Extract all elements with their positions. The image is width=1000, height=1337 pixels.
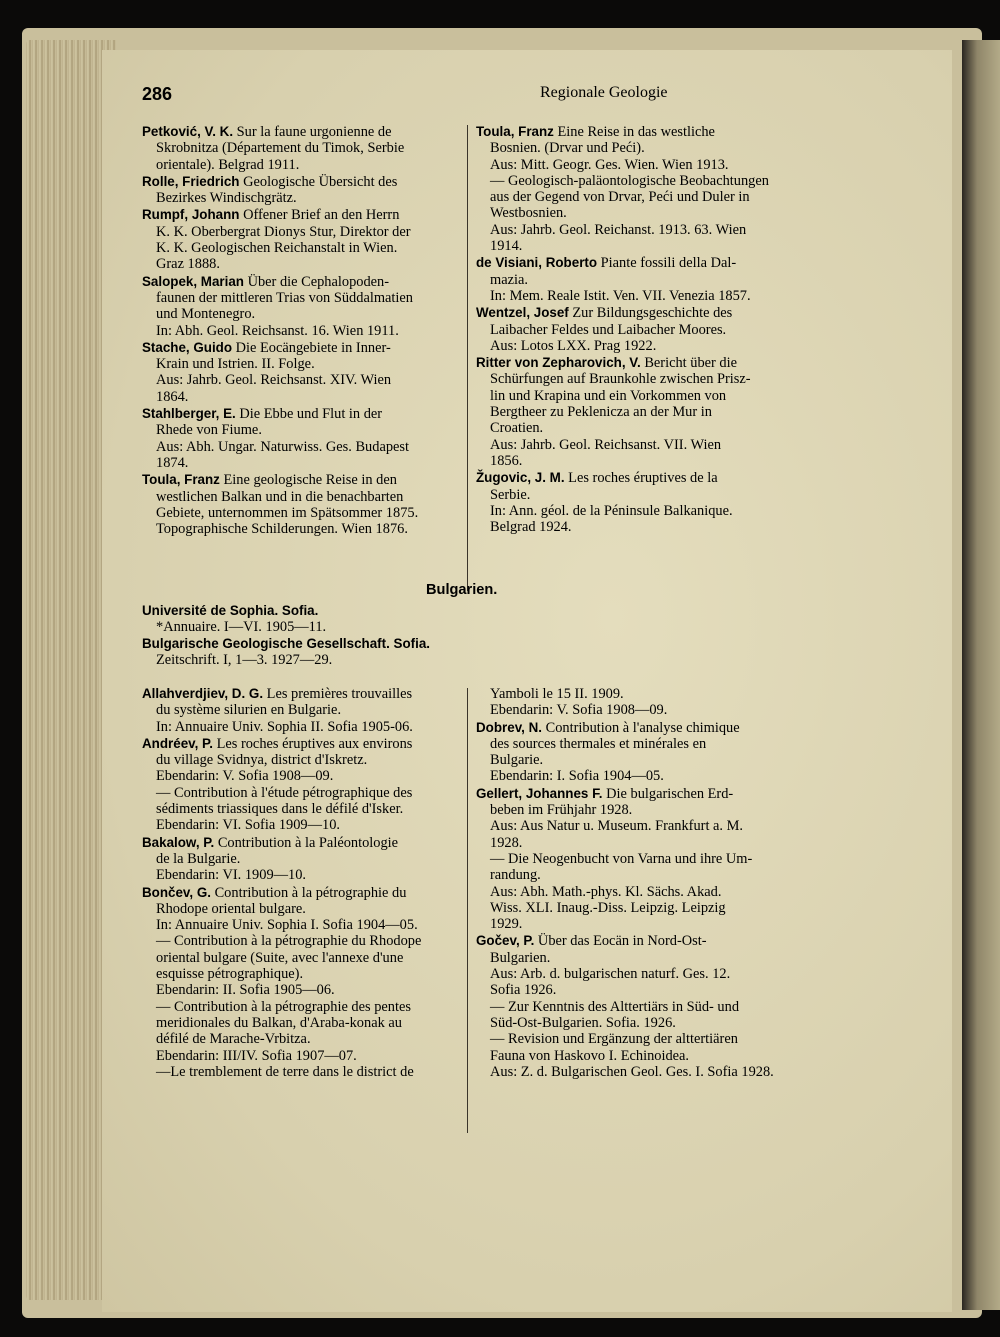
entry-text-line: — Zur Kenntnis des Alttertiärs in Süd- und [490, 998, 740, 1015]
entry-author: de Visiani, Roberto [476, 255, 598, 271]
entry-author: Bončev, G. [142, 884, 211, 900]
entry-text-line: défilé de Marache-Vrbitza. [156, 1031, 311, 1048]
bibliography-entry [476, 355, 790, 469]
entry-text-line: Ebendarin: V. Sofia 1908—09. [490, 702, 668, 719]
entry-text-line: Ebendarin: II. Sofia 1905—06. [156, 982, 335, 999]
entry-text-line: Ebendarin: III/IV. Sofia 1907—07. [156, 1047, 357, 1064]
entry-text-line: beben im Frühjahr 1928. [490, 802, 633, 819]
bibliography-entry [142, 207, 460, 272]
entry-text-line: Rhodope oriental bulgare. [156, 900, 306, 917]
bibliography-entry [142, 340, 460, 405]
column-bottom-right [476, 686, 790, 1081]
entry-author: Dobrev, N. [476, 719, 542, 735]
entry-text-line: — Contribution à la pétrographie des pentes [156, 998, 411, 1015]
entry-text-line: Krain und Istrien. II. Folge. [156, 356, 315, 373]
entry-text-line: und Montenegro. [156, 306, 256, 323]
bibliography-entry [476, 786, 790, 933]
entry-text-line: Les roches éruptives de la [568, 470, 718, 487]
entry-text-line: Rhede von Fiume. [156, 422, 262, 439]
entry-text-line: Fauna von Haskovo I. Echinoidea. [490, 1047, 690, 1064]
bibliography-entry [142, 274, 460, 339]
bibliography-entry [476, 933, 790, 1080]
bibliography-entry [476, 470, 790, 535]
entry-author: Žugovic, J. M. [476, 470, 565, 486]
entry-author: Allahverdjiev, D. G. [142, 686, 264, 701]
entry-text-line: K. K. Oberbergrat Dionys Stur, Direktor der [156, 223, 411, 240]
entry-text-line: Contribution à l'analyse chimique [545, 719, 740, 736]
societies-list [142, 603, 642, 668]
bibliography-entry [142, 472, 460, 537]
entry-text-line: Wiss. XLI. Inaug.-Diss. Leipzig. Leipzig [490, 899, 726, 916]
entry-text-line: faunen der mittleren Trias von Süddalmatien [156, 289, 413, 306]
society-name: Université de Sophia. Sofia. [142, 603, 319, 618]
entry-author: Rumpf, Johann [142, 207, 240, 223]
entry-text-line: 1874. [156, 454, 189, 471]
entry-author: Toula, Franz [142, 472, 220, 488]
entry-text-line: Eine geologische Reise in den [223, 472, 397, 489]
entry-text-line: Belgrad 1924. [490, 519, 572, 536]
entry-text-line: Gebiete, unternommen im Spätsommer 1875. [156, 504, 419, 521]
entry-text-line: sédiments triassiques dans le défilé d'Isker. [156, 801, 404, 818]
entry-author: Toula, Franz [476, 124, 554, 139]
bibliography-entry [142, 406, 460, 471]
entry-author: Rolle, Friedrich [142, 173, 240, 189]
entry-text-line: lin und Krapina und ein Vorkommen von [490, 387, 727, 404]
society-detail: *Annuaire. I—VI. 1905—11. [156, 619, 327, 636]
entry-text-line: K. K. Geologischen Reichanstalt in Wien. [156, 240, 398, 257]
entry-text-line: Aus: Arb. d. bulgarischen naturf. Ges. 12. [490, 966, 731, 983]
entry-text-line: Aus: Abh. Ungar. Naturwiss. Ges. Budapest [156, 438, 410, 455]
entry-text-line: Ebendarin: I. Sofia 1904—05. [490, 768, 664, 785]
entry-author: Wentzel, Josef [476, 305, 569, 321]
entry-text-line: Sur la faune urgonienne de [236, 124, 392, 140]
column-top-right [476, 124, 790, 536]
entry-text-line: Contribution à la Paléontologie [217, 834, 399, 851]
entry-text-line: Aus: Lotos LXX. Prag 1922. [490, 337, 657, 354]
entry-text-line: du village Svidnya, district d'Iskretz. [156, 752, 368, 769]
entry-text-line: 1914. [490, 238, 523, 255]
entry-text-line: Bericht über die [644, 355, 738, 372]
entry-text-line: Aus: Abh. Math.-phys. Kl. Sächs. Akad. [490, 883, 722, 900]
entry-text-line: Schürfungen auf Braunkohle zwischen Prisz- [490, 371, 751, 388]
bibliography-entry [142, 174, 460, 207]
entry-author: Stahlberger, E. [142, 406, 236, 422]
entry-text-line: Skrobnitza (Département du Timok, Serbie [156, 140, 405, 157]
entry-text-line: randung. [490, 867, 541, 884]
entry-text-line: Die Eocängebiete in Inner- [235, 339, 391, 356]
entry-text-line: Aus: Aus Natur u. Museum. Frankfurt a. M. [490, 818, 744, 835]
entry-text-line: — Contribution à la pétrographie du Rhodope [156, 933, 422, 950]
entry-text-line: In: Annuaire Univ. Sophia II. Sofia 1905-06. [156, 718, 413, 735]
entry-author: Ritter von Zepharovich, V. [476, 355, 641, 371]
bibliography-entry [476, 686, 790, 719]
column-rule-top [467, 125, 468, 591]
bibliography-entry [142, 885, 460, 1081]
entry-text-line: 1928. [490, 834, 523, 851]
entry-text-line: Ebendarin: VI. Sofia 1909—10. [156, 817, 340, 834]
entry-text-line: des sources thermales et minérales en [490, 735, 707, 752]
entry-text-line: westlichen Balkan und in die benachbarten [156, 488, 404, 505]
entry-author: Salopek, Marian [142, 273, 244, 289]
entry-text-line: 1856. [490, 452, 523, 469]
section-heading: Bulgarien. [426, 582, 498, 598]
entry-text-line: Die Ebbe und Flut in der [239, 406, 383, 423]
entry-text-line: — Contribution à l'étude pétrographique des [156, 784, 413, 801]
entry-text-line: Topographische Schilderungen. Wien 1876. [156, 521, 408, 538]
society-name: Bulgarische Geologische Gesellschaft. Sofia. [142, 635, 430, 651]
entry-text-line: Piante fossili della Dal- [600, 255, 737, 272]
entry-text-line: Bosnien. (Drvar und Peći). [490, 140, 645, 157]
entry-text-line: orientale). Belgrad 1911. [156, 156, 300, 173]
society-detail: Zeitschrift. I, 1—3. 1927—29. [156, 651, 333, 668]
entry-text-line: Bulgarie. [490, 752, 544, 769]
entry-text-line: esquisse pétrographique). [156, 966, 304, 983]
entry-text-line: aus der Gegend von Drvar, Peći und Duler in [490, 189, 750, 206]
bibliography-entry [476, 124, 790, 254]
entry-text-line: mazia. [490, 271, 528, 288]
entry-text-line: Über das Eocän in Nord-Ost- [537, 933, 707, 950]
facing-page-sliver [962, 40, 1000, 1310]
bibliography-entry [476, 255, 790, 304]
entry-text-line: Süd-Ost-Bulgarien. Sofia. 1926. [490, 1014, 676, 1031]
entry-text-line: du système silurien en Bulgarie. [156, 702, 342, 719]
entry-author: Andréev, P. [142, 735, 213, 751]
entry-text-line: Contribution à la pétrographie du [214, 884, 407, 901]
entry-text-line: In: Abh. Geol. Reichsanst. 16. Wien 1911. [156, 322, 399, 339]
bibliography-entry [476, 305, 790, 354]
entry-text-line: In: Mem. Reale Istit. Ven. VII. Venezia 1857. [490, 287, 751, 304]
entry-text-line: Les roches éruptives aux environs [216, 735, 413, 752]
entry-text-line: Sofia 1926. [490, 982, 557, 999]
entry-text-line: Zur Bildungsgeschichte des [572, 305, 733, 322]
entry-text-line: Offener Brief an den Herrn [243, 207, 400, 224]
entry-author: Stache, Guido [142, 339, 233, 355]
entry-text-line: Die bulgarischen Erd- [606, 785, 734, 802]
entry-text-line: Ebendarin: V. Sofia 1908—09. [156, 768, 334, 785]
entry-author: Gočev, P. [476, 933, 535, 949]
entry-text-line: 1864. [156, 388, 189, 405]
column-bottom-left [142, 686, 460, 1081]
entry-text-line: Bezirkes Windischgrätz. [156, 190, 297, 207]
entry-text-line: Eine Reise in das westliche [557, 124, 715, 140]
entry-text-line: In: Ann. géol. de la Péninsule Balkanique. [490, 502, 733, 519]
entry-text-line: Aus: Mitt. Geogr. Ges. Wien. Wien 1913. [490, 156, 729, 173]
entry-author: Bakalow, P. [142, 834, 215, 850]
entry-text-line: Graz 1888. [156, 256, 220, 273]
entry-text-line: — Die Neogenbucht von Varna und ihre Um- [490, 850, 753, 867]
entry-text-line: Geologische Übersicht des [243, 173, 398, 190]
entry-text-line: — Geologisch-paläontologische Beobachtungen [490, 172, 769, 189]
entry-text-line: Les premières trouvailles [266, 686, 413, 702]
entry-text-line: —Le tremblement de terre dans le district de [156, 1063, 414, 1080]
entry-text-line: Ebendarin: VI. 1909—10. [156, 867, 307, 884]
entry-text-line: Über die Cephalopoden- [247, 273, 390, 290]
entry-text-line: Bulgarien. [490, 949, 551, 966]
entry-text-line: meridionales du Balkan, d'Araba-konak au [156, 1014, 402, 1031]
column-top-left [142, 124, 460, 538]
running-title: Regionale Geologie [540, 84, 668, 101]
entry-author: Gellert, Johannes F. [476, 785, 603, 801]
entry-text-line: Bergtheer zu Peklenicza an der Mur in [490, 404, 712, 421]
entry-text-line: Laibacher Feldes und Laibacher Moores. [490, 321, 727, 338]
bibliography-entry [476, 720, 790, 785]
entry-text-line: — Revision und Ergänzung der alttertiären [490, 1031, 738, 1048]
entry-text-line: Croatien. [490, 420, 544, 437]
entry-text-line: Westbosnien. [490, 205, 567, 222]
bibliography-entry [142, 124, 460, 173]
entry-text-line: Aus: Jahrb. Geol. Reichsanst. XIV. Wien [156, 372, 392, 389]
running-head [142, 84, 1000, 108]
entry-text-line: oriental bulgare (Suite, avec l'annexe d'une [156, 949, 404, 966]
entry-text-line: Aus: Jahrb. Geol. Reichanst. 1913. 63. Wien [490, 221, 747, 238]
bibliography-entry [142, 736, 460, 834]
column-rule-bottom [467, 688, 468, 1133]
entry-text-line: Serbie. [490, 486, 531, 503]
entry-text-line: Aus: Z. d. Bulgarischen Geol. Ges. I. Sofia 1928. [490, 1063, 774, 1080]
entry-text-line: Yamboli le 15 II. 1909. [490, 686, 624, 702]
bibliography-entry [142, 835, 460, 884]
bibliography-entry [142, 686, 460, 735]
page-number: 286 [142, 84, 173, 104]
entry-text-line: Aus: Jahrb. Geol. Reichsanst. VII. Wien [490, 436, 722, 453]
entry-text-line: In: Annuaire Univ. Sophia I. Sofia 1904—05. [156, 917, 418, 934]
entry-text-line: de la Bulgarie. [156, 850, 241, 867]
entry-author: Petković, V. K. [142, 124, 234, 139]
entry-text-line: 1929. [490, 916, 523, 933]
